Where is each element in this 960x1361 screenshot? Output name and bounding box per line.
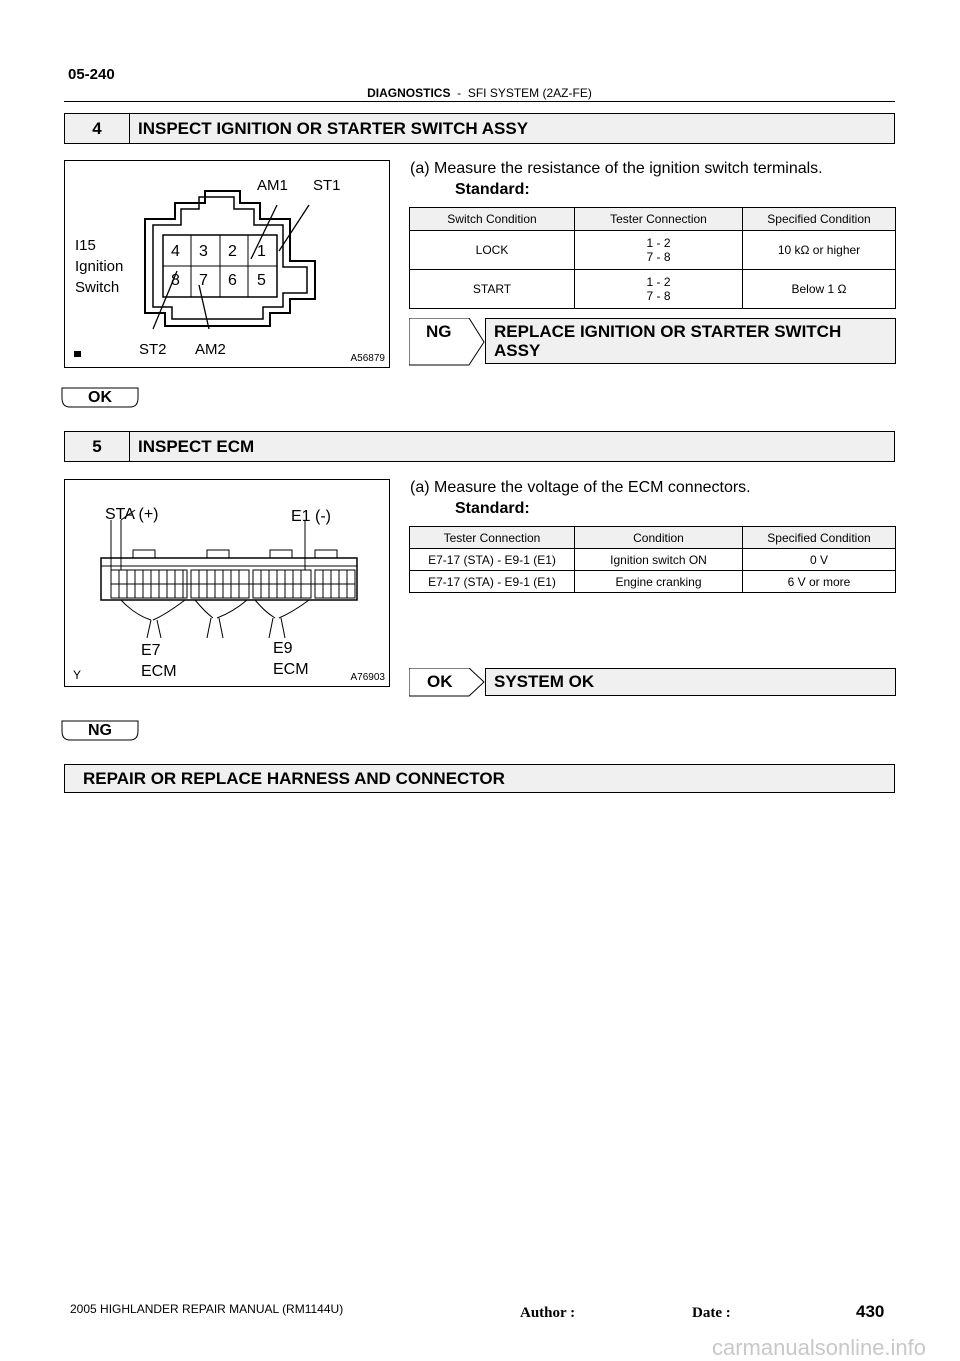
- footer-page-number: 430: [856, 1302, 885, 1321]
- e9-connector: E9: [273, 640, 293, 657]
- ng-arrow: [409, 318, 485, 364]
- footer-author: Author :: [520, 1305, 576, 1321]
- final-action-text: REPAIR OR REPLACE HARNESS AND CONNECTOR: [83, 768, 505, 788]
- cell-condition: START: [410, 270, 575, 309]
- cell-spec: 10 kΩ or higher: [743, 231, 896, 270]
- table-row: [410, 549, 896, 571]
- table-row: [410, 270, 896, 309]
- step-4-header: [64, 113, 895, 144]
- cell-spec: 0 V: [743, 549, 896, 571]
- connection-line-2: 7 - 8: [646, 289, 671, 303]
- sta-label: STA (+): [105, 506, 159, 523]
- terminal-1: 1: [257, 243, 266, 260]
- table-row: [410, 231, 896, 270]
- connection-line-2: 7 - 8: [646, 250, 671, 264]
- callout-am1: AM1: [257, 177, 288, 194]
- figure-code: A76903: [350, 672, 385, 683]
- e7-ecm: ECM: [141, 663, 177, 680]
- ok-result: [409, 668, 896, 696]
- step-title: INSPECT ECM: [138, 436, 255, 456]
- cell-connection: [575, 231, 743, 270]
- page-header: [64, 86, 895, 100]
- header-section: DIAGNOSTICS: [367, 86, 451, 100]
- e9-label: [273, 638, 309, 680]
- connection-line-1: 1 - 2: [646, 236, 671, 250]
- col-tester-connection: Tester Connection: [575, 208, 743, 231]
- callout-st1: ST1: [313, 177, 341, 194]
- terminal-8: 8: [171, 272, 180, 289]
- col-switch-condition: Switch Condition: [410, 208, 575, 231]
- connector-name-2: Switch: [75, 279, 120, 296]
- standard-label: Standard:: [455, 500, 530, 517]
- step-number: 5: [65, 432, 130, 461]
- cell-connection: [575, 270, 743, 309]
- step-title: INSPECT IGNITION OR STARTER SWITCH ASSY: [138, 118, 529, 138]
- e7-label: [141, 640, 177, 682]
- footer-date: Date :: [692, 1305, 731, 1321]
- ecm-connector-figure: [64, 479, 390, 687]
- ng-result: [409, 318, 896, 364]
- cell-condition: LOCK: [410, 231, 575, 270]
- e9-ecm: ECM: [273, 661, 309, 678]
- table-row: [410, 571, 896, 593]
- callout-am2: AM2: [195, 341, 226, 358]
- cell-condition: Engine cranking: [575, 571, 743, 593]
- figure-corner-mark: Y: [73, 668, 82, 682]
- terminal-3: 3: [199, 243, 208, 260]
- header-rule: [64, 101, 895, 102]
- cell-connection: E7-17 (STA) - E9-1 (E1): [410, 571, 575, 593]
- col-condition: Condition: [575, 527, 743, 549]
- e7-connector: E7: [141, 642, 161, 659]
- voltage-spec-table: [409, 526, 896, 593]
- e1-label: E1 (-): [291, 508, 331, 525]
- ng-label: NG: [426, 322, 452, 341]
- col-specified-condition: Specified Condition: [743, 208, 896, 231]
- ok-arrow: [409, 668, 485, 696]
- ng-label: NG: [88, 722, 112, 739]
- header-separator: -: [457, 86, 462, 100]
- ok-action: SYSTEM OK: [485, 668, 896, 696]
- col-tester-connection: Tester Connection: [410, 527, 575, 549]
- step-4-instruction: (a) Measure the resistance of the ignition switch terminals.: [410, 160, 823, 177]
- callout-st2: ST2: [139, 341, 167, 358]
- final-action-box: [64, 764, 895, 793]
- terminal-2: 2: [228, 243, 237, 260]
- watermark: carmanualsonline.info: [712, 1335, 927, 1360]
- cell-spec: 6 V or more: [743, 571, 896, 593]
- step-number: 4: [65, 114, 130, 143]
- resistance-spec-table: [409, 207, 896, 309]
- figure-code: A56879: [350, 353, 385, 364]
- step-5-header: [64, 431, 895, 462]
- col-specified-condition: Specified Condition: [743, 527, 896, 549]
- page-number: 05-240: [68, 66, 115, 83]
- ok-label: OK: [88, 389, 112, 406]
- footer-manual: 2005 HIGHLANDER REPAIR MANUAL (RM1144U): [70, 1302, 344, 1316]
- terminal-4: 4: [171, 243, 180, 260]
- connector-label: [75, 235, 123, 298]
- ignition-switch-connector-figure: [64, 160, 390, 368]
- terminal-7: 7: [199, 272, 208, 289]
- step-5-instruction: (a) Measure the voltage of the ECM connectors.: [410, 479, 751, 496]
- cell-connection: E7-17 (STA) - E9-1 (E1): [410, 549, 575, 571]
- terminal-5: 5: [257, 272, 266, 289]
- standard-label: Standard:: [455, 181, 530, 198]
- connector-id: I15: [75, 237, 96, 254]
- terminal-6: 6: [228, 272, 237, 289]
- ng-action: REPLACE IGNITION OR STARTER SWITCH ASSY: [485, 318, 896, 364]
- cell-condition: Ignition switch ON: [575, 549, 743, 571]
- cell-spec: Below 1 Ω: [743, 270, 896, 309]
- connection-line-1: 1 - 2: [646, 275, 671, 289]
- header-system: SFI SYSTEM (2AZ-FE): [467, 86, 592, 100]
- ok-label: OK: [427, 672, 453, 691]
- connector-name-1: Ignition: [75, 258, 124, 275]
